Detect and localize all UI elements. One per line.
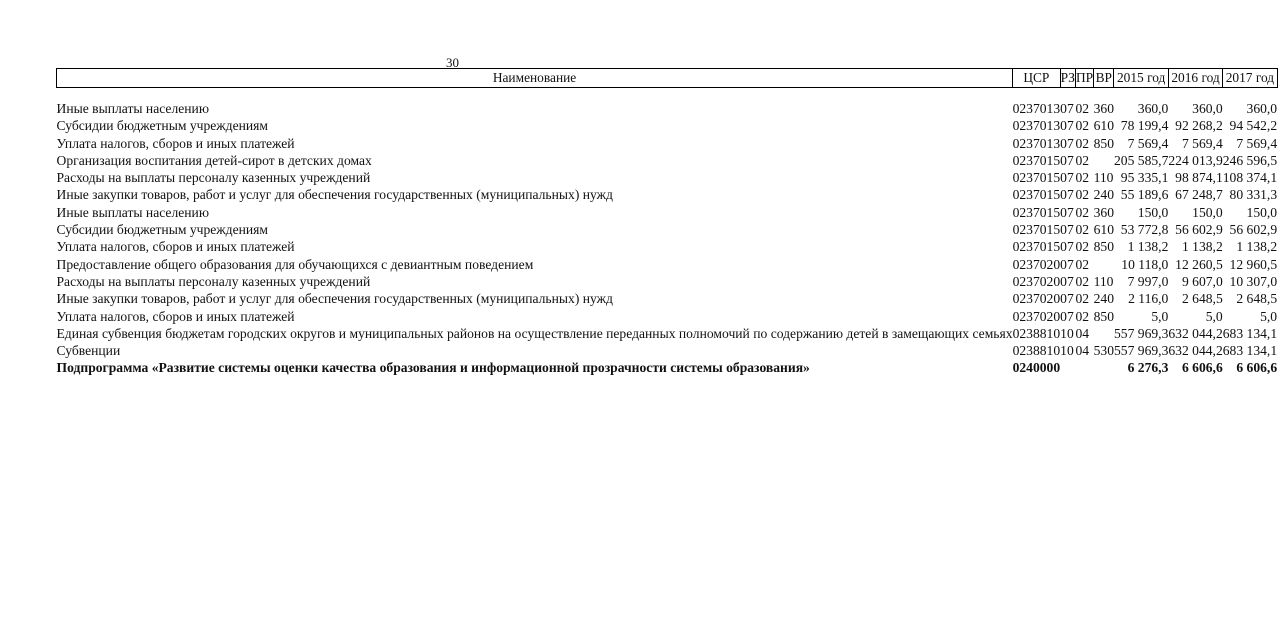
table-row	[57, 100, 1278, 117]
cell-pr: 02	[1075, 204, 1090, 220]
cell-2015: 7 569,4	[1127, 135, 1169, 151]
cell-pr: 02	[1075, 256, 1090, 272]
table-row	[57, 290, 1278, 307]
cell-2016: 98 874,1	[1175, 170, 1223, 186]
cell-csr: 0240000	[1012, 360, 1061, 376]
cell-rz: 07	[1060, 152, 1074, 168]
cell-name: Иные выплаты населению	[56, 204, 209, 220]
cell-csr: 0237015	[1012, 152, 1061, 168]
cell-rz: 10	[1060, 343, 1074, 359]
cell-rz: 07	[1060, 135, 1074, 151]
table-row	[57, 273, 1278, 290]
cell-csr: 0237015	[1012, 204, 1061, 220]
cell-2017: 10 307,0	[1229, 273, 1278, 289]
cell-2015: 150,0	[1137, 204, 1169, 220]
cell-name: Единая субвенция бюджетам городских округов и муниципальных районов на осуществление переданных полномочий по содержанию детей в замещающих семьях	[56, 325, 1013, 341]
cell-rz: 07	[1060, 222, 1074, 238]
table-row	[57, 186, 1278, 203]
cell-2017: 683 134,1	[1222, 343, 1278, 359]
cell-csr: 0237015	[1012, 187, 1061, 203]
cell-vr: 850	[1093, 135, 1114, 151]
cell-2015: 557 969,3	[1113, 325, 1169, 341]
cell-csr: 0237020	[1012, 256, 1061, 272]
cell-vr: 850	[1093, 308, 1114, 324]
header-vr: ВР	[1094, 69, 1114, 88]
cell-rz: 07	[1060, 204, 1074, 220]
cell-2016: 12 260,5	[1175, 256, 1223, 272]
cell-vr: 360	[1093, 101, 1114, 116]
cell-pr: 04	[1075, 343, 1090, 359]
cell-vr	[1094, 256, 1114, 273]
cell-name: Расходы на выплаты персоналу казенных учреждений	[56, 273, 371, 289]
cell-rz: 07	[1060, 118, 1074, 134]
cell-vr: 110	[1093, 273, 1114, 289]
cell-vr	[1094, 325, 1114, 342]
spacer-row	[57, 88, 1278, 101]
header-2015: 2015 год	[1114, 69, 1168, 88]
cell-2016: 92 268,2	[1175, 118, 1223, 134]
table-row	[57, 308, 1278, 325]
cell-2015: 78 199,4	[1120, 118, 1169, 134]
header-rz: РЗ	[1060, 69, 1075, 88]
header-2017: 2017 год	[1223, 69, 1277, 88]
table-row	[57, 204, 1278, 221]
cell-csr: 0237013	[1012, 135, 1061, 151]
cell-2017: 12 960,5	[1229, 256, 1278, 272]
cell-2017: 7 569,4	[1236, 135, 1278, 151]
cell-vr: 240	[1093, 187, 1114, 203]
cell-pr: 02	[1075, 308, 1090, 324]
cell-name: Уплата налогов, сборов и иных платежей	[56, 308, 295, 324]
cell-rz: 07	[1060, 291, 1074, 307]
cell-2015: 2 116,0	[1128, 291, 1169, 307]
cell-csr: 0237013	[1012, 118, 1061, 134]
table-row	[57, 221, 1278, 238]
cell-vr: 610	[1093, 118, 1114, 134]
cell-rz: 07	[1060, 239, 1074, 255]
cell-csr: 0237015	[1012, 239, 1061, 255]
cell-name: Иные закупки товаров, работ и услуг для обеспечения государственных (муниципальных) нужд	[56, 291, 613, 307]
cell-vr: 240	[1093, 291, 1114, 307]
cell-vr: 110	[1093, 170, 1114, 186]
cell-rz	[1060, 359, 1075, 376]
cell-csr: 0237013	[1012, 101, 1061, 116]
cell-name: Иные закупки товаров, работ и услуг для обеспечения государственных (муниципальных) нужд	[56, 187, 613, 203]
cell-pr: 02	[1075, 135, 1090, 151]
cell-2016: 67 248,7	[1175, 187, 1223, 203]
cell-name: Расходы на выплаты персоналу казенных учреждений	[56, 170, 371, 186]
cell-2015: 10 118,0	[1121, 256, 1169, 272]
cell-csr: 0237020	[1012, 291, 1061, 307]
cell-2017: 80 331,3	[1229, 187, 1278, 203]
cell-2015: 205 585,7	[1113, 152, 1169, 168]
cell-2017: 94 542,2	[1229, 118, 1278, 134]
cell-2015: 5,0	[1151, 308, 1169, 324]
cell-vr: 360	[1093, 204, 1114, 220]
table-row	[57, 256, 1278, 273]
cell-2016: 150,0	[1192, 204, 1223, 220]
cell-vr: 610	[1093, 222, 1114, 238]
cell-2015: 95 335,1	[1120, 170, 1169, 186]
budget-table	[56, 68, 1278, 377]
cell-2015: 360,0	[1137, 101, 1169, 116]
cell-name: Субсидии бюджетным учреждениям	[56, 118, 269, 134]
cell-2016: 1 138,2	[1181, 239, 1223, 255]
cell-rz: 07	[1060, 187, 1074, 203]
header-name: Наименование	[57, 69, 1013, 88]
cell-2016: 7 569,4	[1181, 135, 1223, 151]
table-row	[57, 342, 1278, 359]
cell-2016: 2 648,5	[1181, 291, 1223, 307]
cell-rz: 07	[1060, 256, 1074, 272]
cell-name: Субсидии бюджетным учреждениям	[56, 222, 269, 238]
cell-csr: 0237020	[1012, 273, 1061, 289]
cell-vr: 850	[1093, 239, 1114, 255]
table-row	[57, 169, 1278, 186]
cell-2015: 53 772,8	[1120, 222, 1169, 238]
cell-pr: 02	[1075, 239, 1090, 255]
cell-pr: 02	[1075, 222, 1090, 238]
cell-2015: 6 276,3	[1127, 360, 1169, 376]
cell-vr	[1094, 359, 1114, 376]
cell-vr: 530	[1093, 343, 1114, 359]
table-row	[57, 152, 1278, 169]
cell-name: Субвенции	[56, 343, 121, 359]
cell-name: Иные выплаты населению	[56, 101, 209, 116]
cell-2016: 632 044,2	[1168, 343, 1223, 359]
cell-name: Уплата налогов, сборов и иных платежей	[56, 135, 295, 151]
header-csr: ЦСР	[1013, 69, 1061, 88]
cell-name: Организация воспитания детей-сирот в детских домах	[56, 152, 372, 168]
cell-name: Предоставление общего образования для обучающихся с девиантным поведением	[56, 256, 534, 272]
cell-pr: 02	[1075, 170, 1090, 186]
cell-2017: 683 134,1	[1222, 325, 1278, 341]
cell-2017: 360,0	[1246, 101, 1278, 116]
cell-2016: 56 602,9	[1175, 222, 1223, 238]
cell-pr: 02	[1075, 187, 1090, 203]
cell-2015: 1 138,2	[1127, 239, 1169, 255]
cell-2016: 6 606,6	[1181, 360, 1223, 376]
cell-rz: 10	[1060, 325, 1074, 341]
table-row	[57, 117, 1278, 134]
cell-csr: 0237020	[1012, 308, 1061, 324]
cell-name: Уплата налогов, сборов и иных платежей	[56, 239, 295, 255]
cell-2017: 1 138,2	[1236, 239, 1278, 255]
cell-2016: 632 044,2	[1168, 325, 1223, 341]
cell-2016: 5,0	[1205, 308, 1223, 324]
cell-2017: 5,0	[1260, 308, 1278, 324]
cell-2017: 246 596,5	[1222, 152, 1278, 168]
cell-2017: 150,0	[1246, 204, 1278, 220]
cell-pr	[1075, 359, 1093, 376]
cell-2015: 55 189,6	[1120, 187, 1169, 203]
cell-csr: 0237015	[1012, 170, 1061, 186]
cell-2016: 9 607,0	[1181, 273, 1223, 289]
table-row	[57, 135, 1278, 152]
cell-rz: 07	[1060, 170, 1074, 186]
cell-2017: 56 602,9	[1229, 222, 1278, 238]
cell-csr: 0237015	[1012, 222, 1061, 238]
cell-2017: 108 374,1	[1222, 170, 1278, 186]
cell-pr: 02	[1075, 273, 1090, 289]
cell-2016: 224 013,9	[1168, 152, 1223, 168]
cell-name: Подпрограмма «Развитие системы оценки качества образования и информационной прозрачности системы образования»	[56, 360, 810, 376]
cell-csr: 0238810	[1012, 343, 1061, 359]
header-2016: 2016 год	[1168, 69, 1222, 88]
cell-2017: 6 606,6	[1236, 360, 1278, 376]
cell-csr: 0238810	[1012, 325, 1061, 341]
table-row	[57, 325, 1278, 342]
cell-2017: 2 648,5	[1236, 291, 1278, 307]
cell-pr: 02	[1075, 152, 1090, 168]
header-pr: ПР	[1075, 69, 1093, 88]
table-row	[57, 238, 1278, 255]
cell-2015: 557 969,3	[1113, 343, 1169, 359]
cell-rz: 07	[1060, 273, 1074, 289]
table-row	[57, 359, 1278, 376]
cell-pr: 02	[1075, 101, 1090, 116]
cell-2015: 7 997,0	[1127, 273, 1169, 289]
cell-pr: 02	[1075, 118, 1090, 134]
cell-pr: 04	[1075, 325, 1090, 341]
cell-rz: 07	[1060, 308, 1074, 324]
cell-2016: 360,0	[1192, 101, 1223, 116]
page-number: 30	[446, 55, 459, 70]
cell-pr: 02	[1075, 291, 1090, 307]
table-header-row	[57, 69, 1278, 88]
cell-vr	[1094, 152, 1114, 169]
cell-rz: 07	[1060, 101, 1074, 116]
